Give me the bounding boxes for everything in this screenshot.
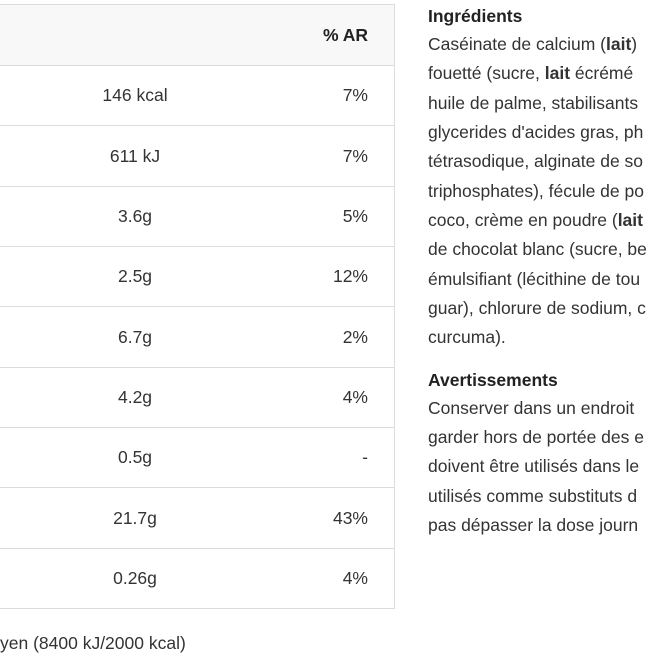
table-row-energy-kj (0, 126, 394, 186)
text-segment: tétrasodique, alginate de so (428, 151, 644, 172)
text-segment: émulsifiant (lécithine de tou (428, 268, 641, 289)
text-segment: Caséinate de calcium ( (428, 34, 606, 54)
amount-cell: 0.5g (117, 447, 153, 468)
ingredients-line (428, 206, 664, 235)
text-segment: utilisés comme substituts d (428, 485, 638, 506)
text-segment: écrémé (570, 63, 634, 84)
allergen-bold-text: lait (544, 63, 571, 84)
ingredients-line (428, 177, 664, 206)
text-segment: ) (631, 34, 638, 54)
warnings-line (428, 423, 664, 452)
amount-cell: 146 kcal (102, 85, 168, 106)
warnings-title: Avertissements (428, 369, 558, 390)
text-segment: de chocolat blanc (sucre, be (428, 239, 647, 260)
warnings-line (428, 511, 664, 540)
text-segment: garder hors de portée des e (428, 427, 644, 448)
ingredients-line (428, 235, 664, 264)
text-segment: coco, crème en poudre ( (428, 210, 618, 231)
ingredients-line (428, 294, 664, 323)
amount-cell: 6.7g (117, 326, 153, 347)
allergen-bold-text: lait (606, 34, 632, 54)
table-row (0, 488, 394, 548)
amount-cell: 2.5g (117, 266, 153, 287)
product-info-column (428, 2, 664, 662)
nutrition-table (0, 4, 395, 609)
daily-value-cell: 5% (342, 205, 368, 226)
warnings-paragraph (428, 394, 664, 541)
daily-value-cell: 12% (332, 266, 368, 287)
daily-value-cell: 7% (342, 145, 368, 166)
allergen-bold-text: lait (617, 210, 643, 231)
reference-intake-footnote: yen (8400 kJ/2000 kcal) (0, 633, 186, 653)
warnings-line (428, 452, 664, 481)
table-row (0, 247, 394, 307)
text-segment: Conserver dans un endroit (428, 397, 635, 418)
amount-cell: 611 kJ (109, 145, 161, 166)
text-segment: huile de palme, stabilisants (428, 92, 639, 113)
ingredients-line (428, 59, 664, 88)
table-row-energy-kcal (0, 66, 394, 126)
text-segment: pas dépasser la dose journ (428, 515, 639, 536)
table-header-row (0, 5, 394, 66)
warnings-line (428, 394, 664, 423)
daily-value-cell: 4% (342, 386, 368, 407)
table-row (0, 549, 394, 609)
table-row (0, 368, 394, 428)
ingredients-title: Ingrédients (428, 6, 523, 26)
text-segment: guar), chlorure de sodium, c (428, 298, 646, 319)
ingredients-paragraph (428, 30, 664, 353)
text-segment: glycerides d'acides gras, ph (428, 122, 644, 143)
percent-ar-column-header: % AR (322, 24, 368, 45)
ingredients-line (428, 147, 664, 176)
text-segment: curcuma). (428, 327, 506, 348)
table-row (0, 428, 394, 488)
ingredients-line (428, 89, 664, 118)
table-row (0, 187, 394, 247)
text-segment: fouetté (sucre, (428, 63, 545, 84)
daily-value-cell: 4% (342, 567, 368, 588)
ingredients-line (428, 323, 664, 352)
text-segment: doivent être utilisés dans le (428, 456, 640, 477)
daily-value-cell: 7% (342, 85, 368, 106)
ingredients-line (428, 118, 664, 147)
ingredients-line (428, 30, 664, 59)
table-row (0, 307, 394, 367)
daily-value-cell: - (362, 447, 368, 468)
warnings-line (428, 482, 664, 511)
text-segment: triphosphates), fécule de po (428, 180, 644, 201)
daily-value-cell: 43% (332, 507, 368, 528)
amount-cell: 4.2g (117, 386, 153, 407)
ingredients-line (428, 265, 664, 294)
daily-value-cell: 2% (342, 326, 368, 347)
amount-cell: 0.26g (113, 567, 157, 588)
amount-cell: 3.6g (117, 205, 153, 226)
amount-cell: 21.7g (113, 507, 157, 528)
